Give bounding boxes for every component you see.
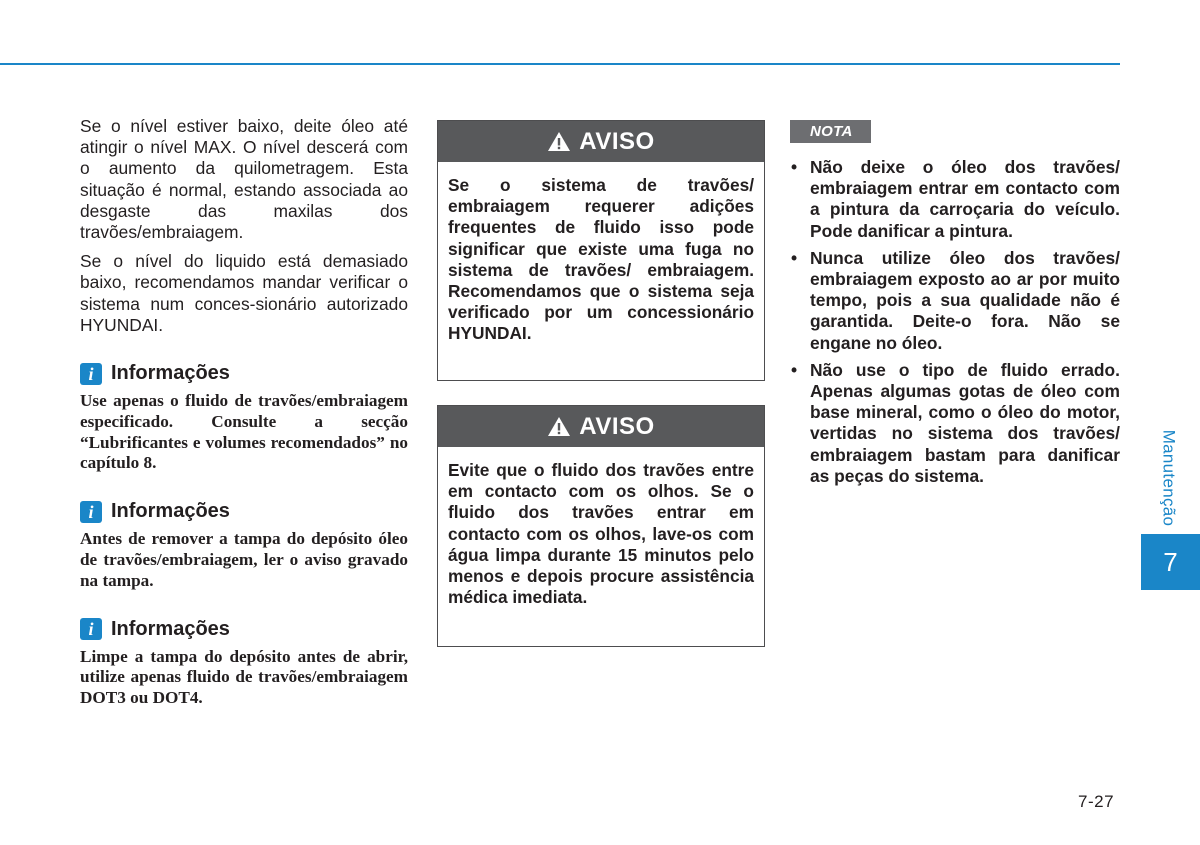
info-heading-1	[80, 362, 408, 385]
warning-box-fluid-leak	[437, 120, 765, 381]
nota-badge: NOTA	[790, 120, 871, 143]
info-title: Informações	[111, 362, 230, 385]
info-title: Informações	[111, 500, 230, 523]
nota-list	[790, 157, 1120, 487]
warning-triangle-icon	[547, 416, 571, 437]
nota-item-text: Não use o tipo de fluido errado. Apenas algumas gotas de óleo com base mineral, como o óleo do motor, vertidas no sistema dos travões/ embraiagem bastam para danificar as peças do sistema.	[810, 359, 1120, 486]
left-column	[80, 116, 408, 709]
warning-title: AVISO	[579, 412, 655, 440]
info-text-3: Limpe a tampa do depósito antes de abrir, utilize apenas fluido de travões/embraiagem DOT3 ou DOT4.	[80, 646, 408, 708]
nota-column	[790, 120, 1120, 493]
bullet-icon: •	[791, 247, 798, 268]
info-icon: i	[80, 618, 102, 640]
section-label-text: Manutenção	[1159, 429, 1179, 526]
nota-item-text: Nunca utilize óleo dos travões/ embraiagem exposto ao ar por muito tempo, pois a sua qualidade não é garantida. Deite-o fora. Não se engane no óleo.	[810, 247, 1120, 353]
section-side-label	[1155, 420, 1181, 535]
nota-item-text: Não deixe o óleo dos travões/ embraiagem entrar em contacto com a pintura da carroçaria do veículo. Pode danificar a pintura.	[810, 157, 1120, 241]
bullet-icon: •	[791, 359, 798, 380]
info-text-2: Antes de remover a tampa do depósito óleo de travões/embraiagem, ler o aviso gravado na tampa.	[80, 529, 408, 590]
top-rule	[0, 63, 1120, 65]
nota-item	[790, 360, 1120, 487]
warning-box-eye-contact	[437, 405, 765, 647]
info-text-1: Use apenas o fluido de travões/embraiagem especificado. Consulte a secção “Lubrificantes e volumes recomendados” no capítulo 8.	[80, 391, 408, 473]
nota-item	[790, 157, 1120, 242]
warning-triangle-icon	[547, 131, 571, 152]
paragraph-level-low: Se o nível estiver baixo, deite óleo até atingir o nível MAX. O nível descerá com o aumento da quilometragem. Esta situação é normal, estando associada ao desgaste das maxilas dos travões/embraiagem.	[80, 116, 408, 243]
warning-title: AVISO	[579, 127, 655, 155]
paragraph-level-too-low: Se o nível do liquido está demasiado baixo, recomendamos mandar verificar o sistema num conces-sionário autorizado HYUNDAI.	[80, 251, 408, 335]
warning-header	[438, 406, 764, 447]
chapter-tab: 7	[1141, 534, 1200, 590]
warning-header	[438, 121, 764, 162]
warning-text: Se o sistema de travões/ embraiagem requerer adições frequentes de fluido isso pode significar que existe uma fuga no sistema de travões/ embraiagem. Recomendamos que o sistema seja verificado por um concessionário HYUNDAI.	[448, 175, 754, 344]
info-icon: i	[80, 363, 102, 385]
bullet-icon: •	[791, 157, 798, 177]
info-title: Informações	[111, 617, 230, 640]
info-heading-2	[80, 500, 408, 523]
page-number: 7-27	[1078, 792, 1115, 811]
info-heading-3	[80, 618, 408, 641]
info-icon: i	[80, 501, 102, 523]
warning-text: Evite que o fluido dos travões entre em contacto com os olhos. Se o fluido dos travões entrar em contacto com os olhos, lave-os com água limpa durante 15 minutos pelo menos e depois procure assistência médica imediata.	[448, 460, 754, 608]
nota-item	[790, 248, 1120, 354]
